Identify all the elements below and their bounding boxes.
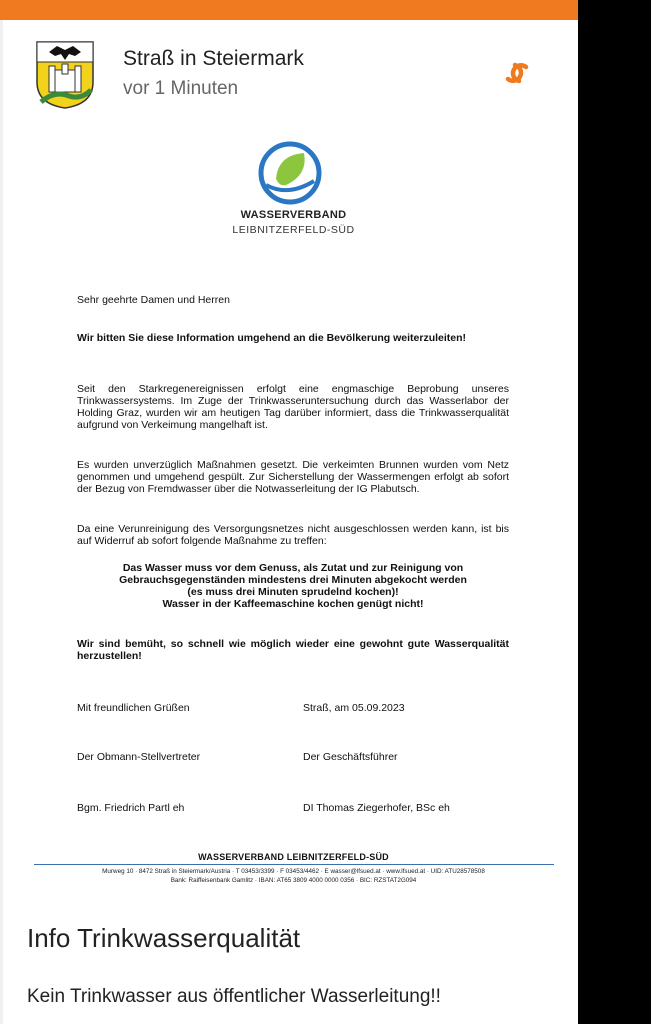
crest-icon [35, 40, 95, 110]
warning-line-1: Das Wasser muss vor dem Genuss, als Zutat und zur Reinigung von [122, 562, 464, 574]
footer-address: Murweg 10 · 8472 Straß in Steiermark/Austria · T 03453/3399 · F 03453/4462 · E wasser@lfsued.at · www.lfsued.at · UID: ATU28578508 [102, 868, 485, 875]
post-title: Info Trinkwasserqualität [27, 923, 301, 953]
top-accent-bar [0, 0, 578, 20]
footer-title: WASSERVERBAND LEIBNITZERFELD-SÜD [198, 852, 389, 862]
request-paragraph: Wir bitten Sie diese Information umgehend an die Bevölkerung weiterzuleiten! [77, 332, 467, 344]
signer-right: DI Thomas Ziegerhofer, BSc eh [303, 802, 450, 814]
greeting: Sehr geehrte Damen und Herren [77, 294, 230, 306]
wasserverband-logo-icon [258, 141, 322, 205]
closing-paragraph: Wir sind bemüht, so schnell wie möglich wieder eine gewohnt gute Wasserqualität herzustellen! [77, 638, 509, 662]
paragraph-3: Da eine Verunreinigung des Versorgungsnetzes nicht ausgeschlossen werden kann, ist bis auf Widerruf ab sofort folgende Maßnahme zu treffen: [77, 523, 509, 547]
letter-image[interactable] [6, 125, 578, 890]
link-share-icon[interactable] [499, 57, 535, 89]
warning-line-2: Gebrauchsgegenständen mindestens drei Minuten abgekocht werden [119, 574, 467, 586]
post-body: Kein Trinkwasser aus öffentlicher Wasserleitung!! [27, 986, 441, 1007]
role-left: Der Obmann-Stellvertreter [77, 751, 201, 763]
logo-text-line2: LEIBNITZERFELD-SÜD [232, 224, 355, 236]
screen-edge-bar [578, 0, 651, 1024]
place-date: Straß, am 05.09.2023 [303, 702, 405, 714]
post-timestamp: vor 1 Minuten [123, 78, 239, 99]
footer-bank: Bank: Raiffeisenbank Gamlitz · IBAN: AT65 3809 4000 0000 0356 · BIC: RZSTAT2G094 [170, 877, 417, 884]
post-card[interactable] [3, 20, 578, 1024]
post-author-title[interactable]: Straß in Steiermark [123, 47, 304, 70]
footer-divider [34, 864, 554, 865]
regards: Mit freundlichen Grüßen [77, 702, 190, 714]
paragraph-2: Es wurden unverzüglich Maßnahmen gesetzt. Die verkeimten Brunnen wurden vom Netz genommen und umgehend gespült. Zur Sicherstellung der Wassermengen erfolgt ab sofort der Bezug von Fremdwasser über die Notwasserleitung der IG Plabutsch. [77, 459, 509, 495]
post-header [3, 20, 578, 125]
logo-text-line1: WASSERVERBAND [240, 209, 347, 221]
signer-left: Bgm. Friedrich Partl eh [77, 802, 185, 814]
warning-line-3: (es muss drei Minuten sprudelnd kochen)! [187, 586, 399, 598]
role-right: Der Geschäftsführer [303, 751, 398, 763]
paragraph-1: Seit den Starkregenereignissen erfolgt eine engmaschige Beprobung unseres Trinkwassersystems. Im Zuge der Trinkwasseruntersuchung durch das Wasserlabor der Holding Graz, wurden wir am heutigen Tag darüber informiert, dass die Trinkwasserqualität aufgrund von Verkeimung mangelhaft ist. [77, 383, 509, 431]
warning-line-4: Wasser in der Kaffeemaschine kochen genügt nicht! [162, 598, 424, 610]
